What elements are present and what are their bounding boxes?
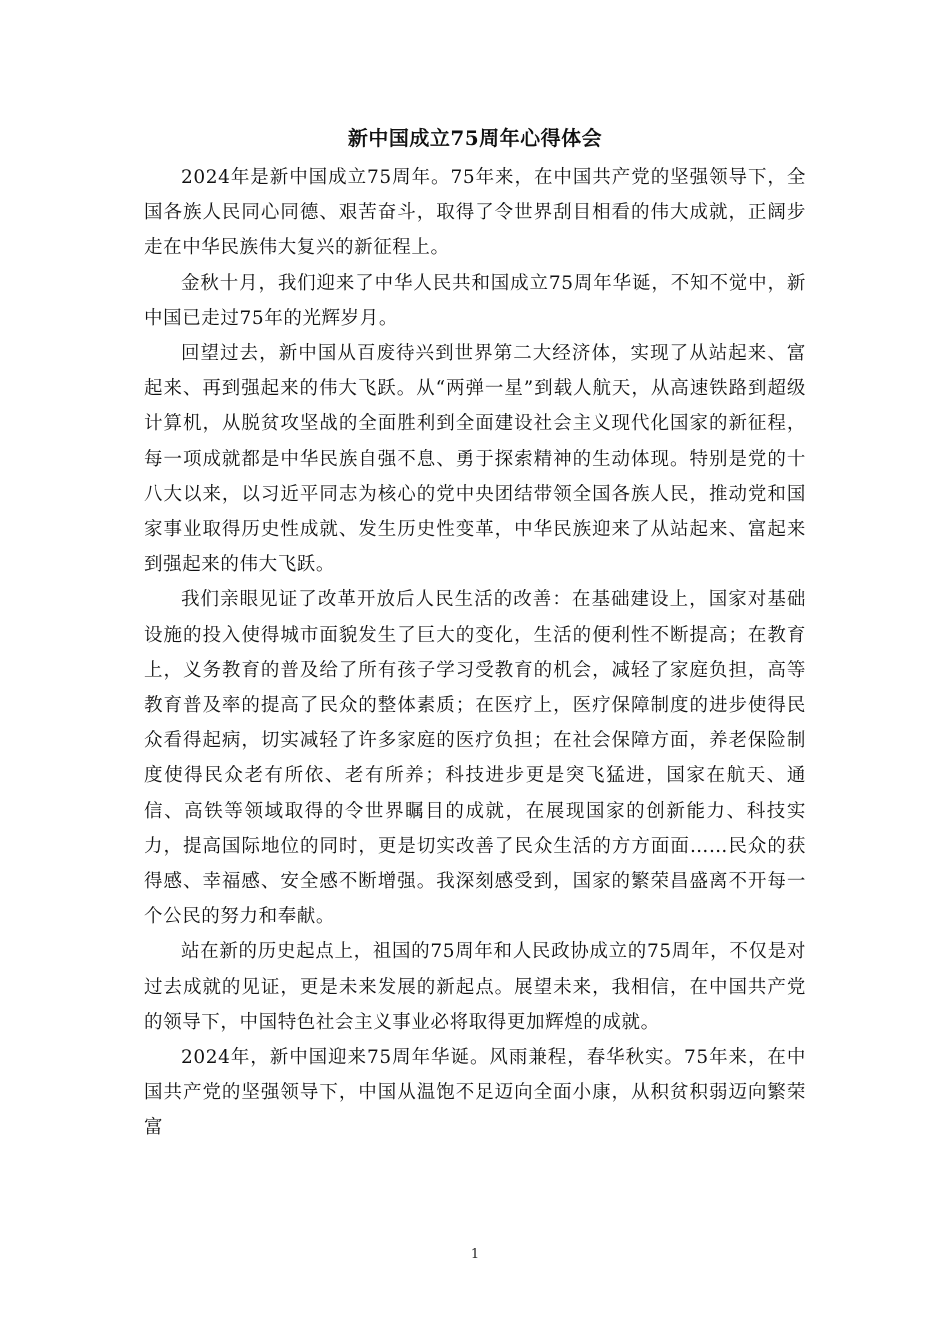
paragraph-5: 站在新的历史起点上，祖国的75周年和人民政协成立的75周年，不仅是对过去成就的见证，更是未来发展的新起点。展望未来，我相信，在中国共产党的领导下，中国特色社会主义事业必将取得更加辉煌的成就。 (144, 941, 806, 1033)
paragraph-6: 2024年，新中国迎来75周年华诞。风雨兼程，春华秋实。75年来，在中国共产党的坚强领导下，中国从温饱不足迈向全面小康，从积贫积弱迈向繁荣富 (144, 1047, 806, 1139)
page-number: 1 (470, 1247, 480, 1262)
paragraph-1: 2024年是新中国成立75周年。75年来，在中国共产党的坚强领导下，全国各族人民同心同德、艰苦奋斗，取得了令世界刮目相看的伟大成就，正阔步走在中华民族伟大复兴的新征程上。 (144, 167, 806, 259)
document-body (144, 160, 806, 1146)
paragraph-3: 回望过去，新中国从百废待兴到世界第二大经济体，实现了从站起来、富起来、再到强起来的伟大飞跃。从“两弹一星”到载人航天，从高速铁路到超级计算机，从脱贫攻坚战的全面胜利到全面建设社会主义现代化国家的新征程，每一项成就都是中华民族自强不息、勇于探索精神的生动体现。特别是党的十八大以来，以习近平同志为核心的党中央团结带领全国各族人民，推动党和国家事业取得历史性成就、发生历史性变革，中华民族迎来了从站起来、富起来到强起来的伟大飞跃。 (144, 343, 806, 576)
paragraph-4: 我们亲眼见证了改革开放后人民生活的改善：在基础建设上，国家对基础设施的投入使得城市面貌发生了巨大的变化，生活的便利性不断提高；在教育上，义务教育的普及给了所有孩子学习受教育的机会，减轻了家庭负担，高等教育普及率的提高了民众的整体素质；在医疗上，医疗保障制度的进步使得民众看得起病，切实减轻了许多家庭的医疗负担；在社会保障方面，养老保险制度使得民众老有所依、老有所养；科技进步更是突飞猛进，国家在航天、通信、高铁等领域取得的令世界瞩目的成就，在展现国家的创新能力、科技实力，提高国际地位的同时，更是切实改善了民众生活的方方面面……民众的获得感、幸福感、安全感不断增强。我深刻感受到，国家的繁荣昌盛离不开每一个公民的努力和奉献。 (144, 589, 806, 928)
paragraph-2: 金秋十月，我们迎来了中华人民共和国成立75周年华诞，不知不觉中，新中国已走过75年的光辉岁月。 (144, 272, 806, 329)
page-title: 新中国成立75周年心得体会 (347, 126, 603, 150)
